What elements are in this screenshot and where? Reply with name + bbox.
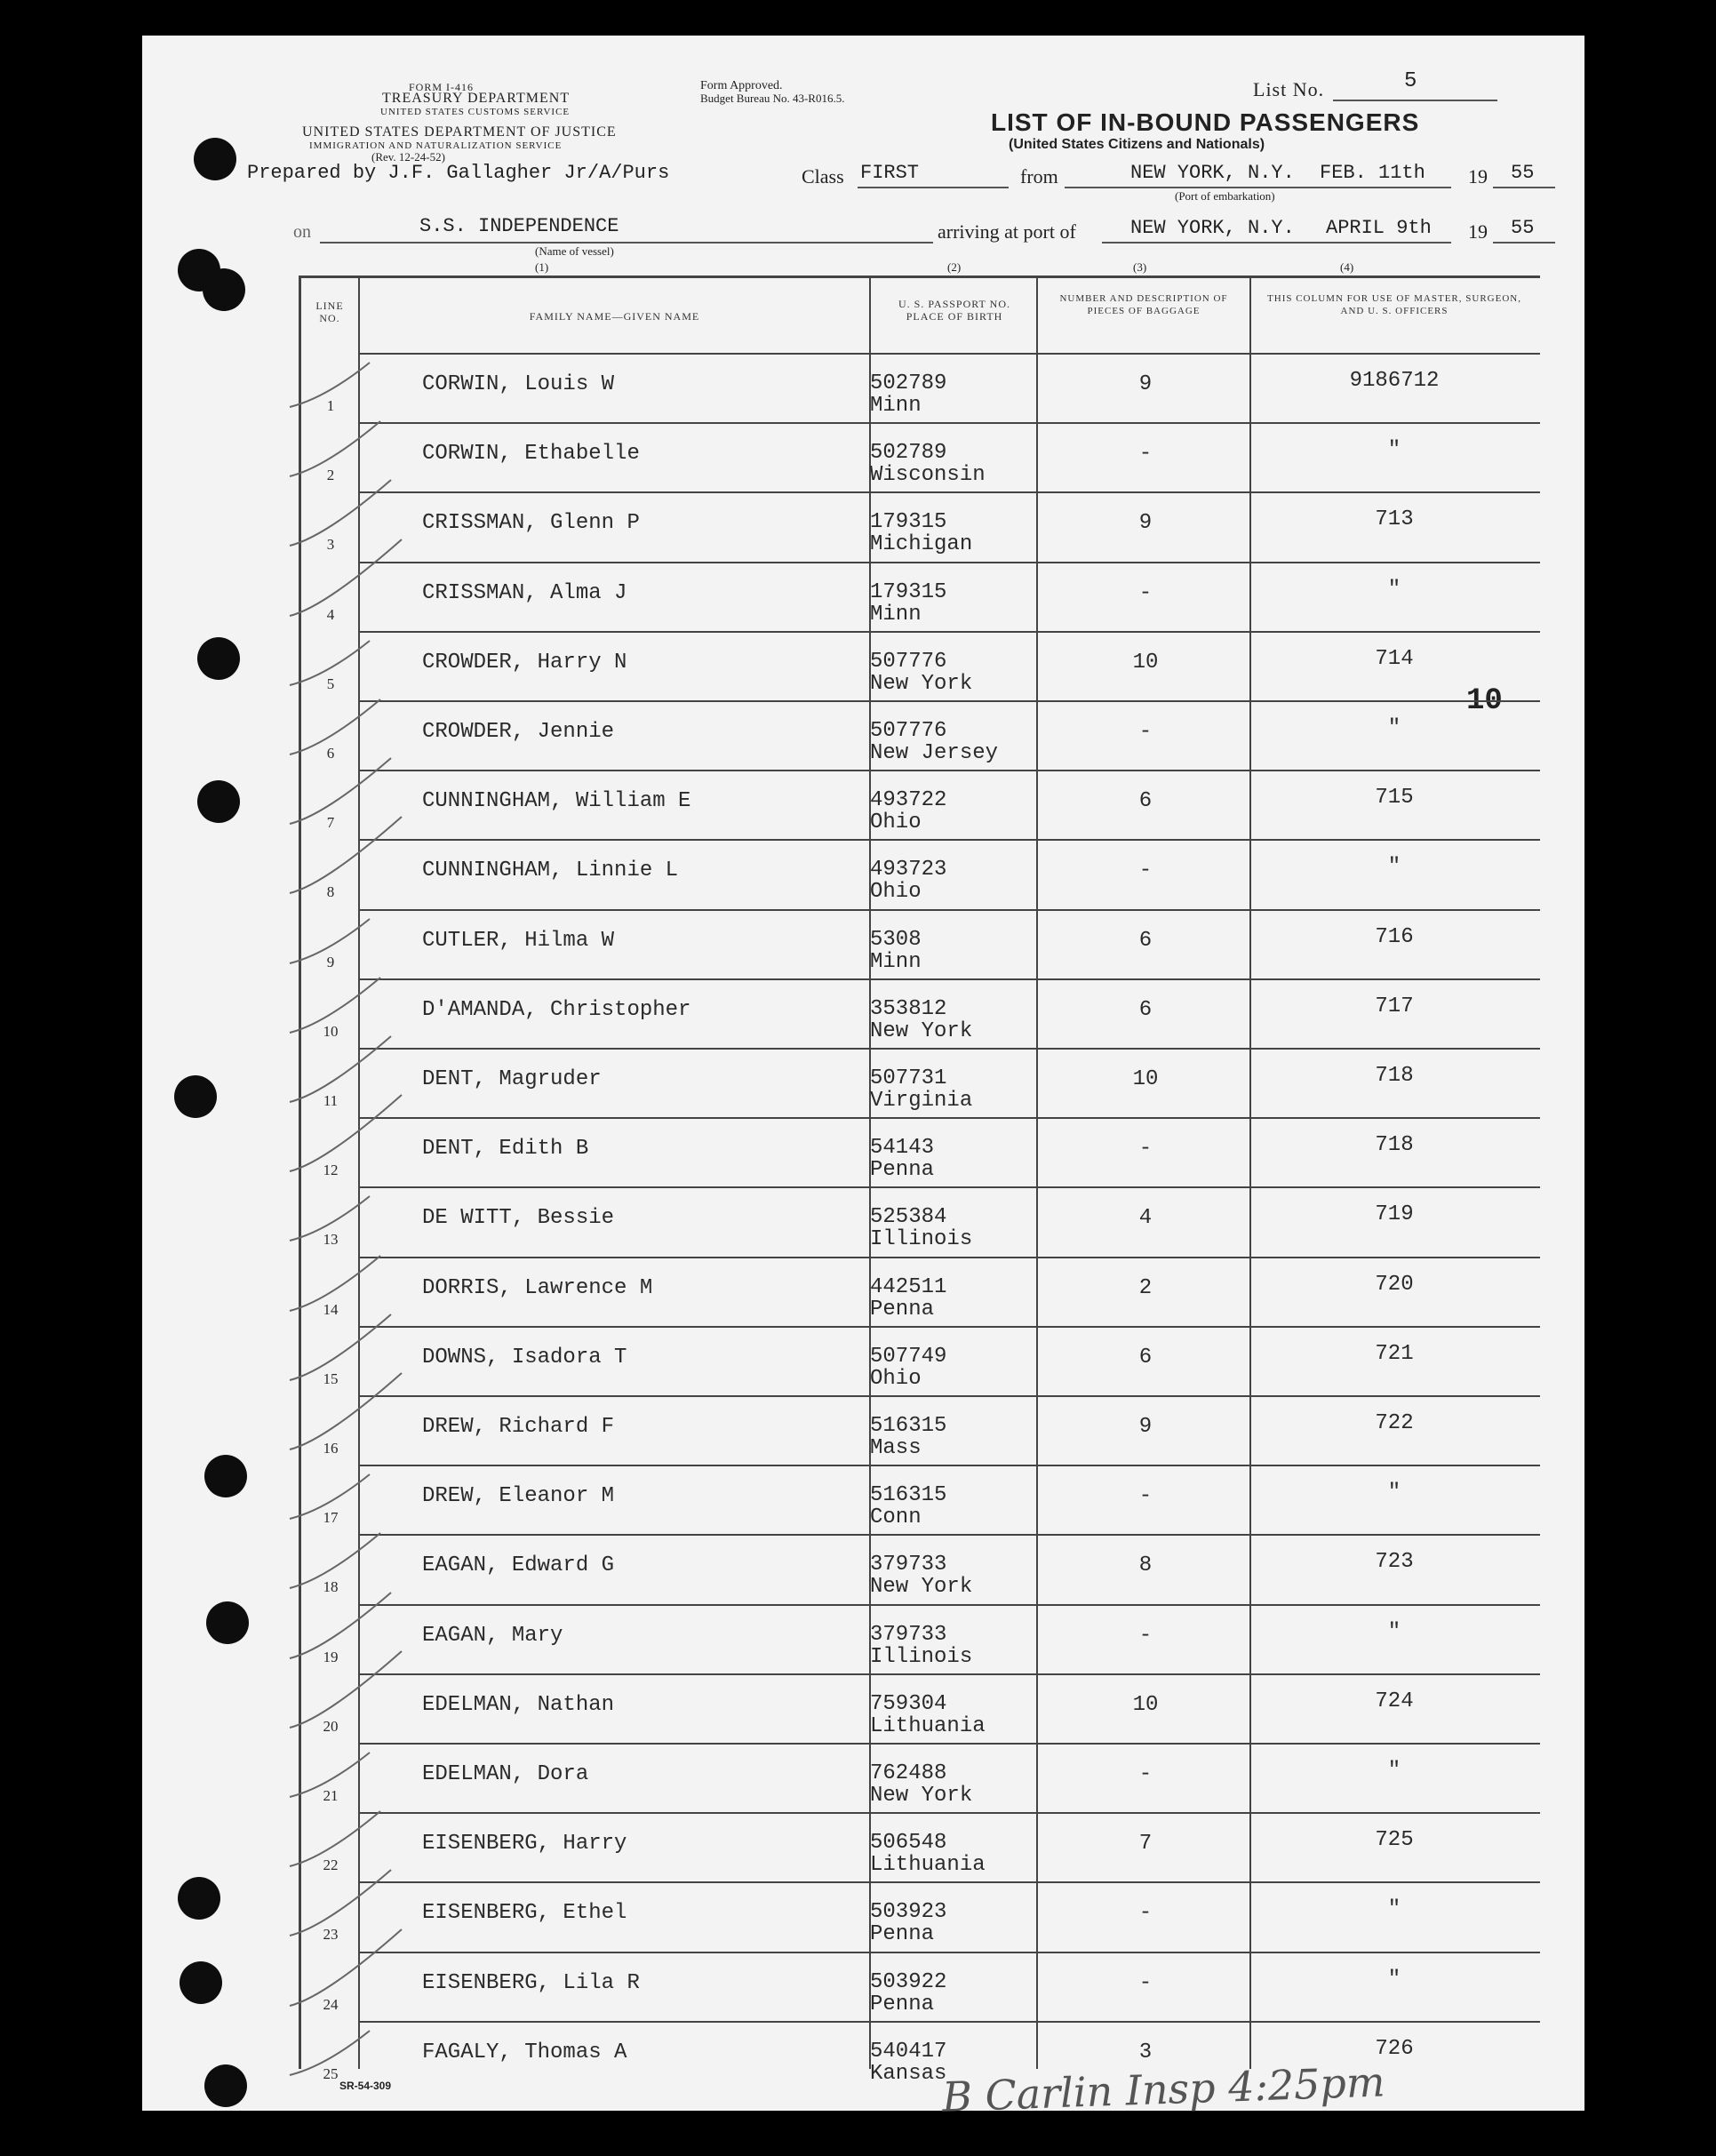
row-rule (358, 491, 1540, 493)
line-number: 6 (326, 745, 335, 762)
birthplace: Ohio (870, 810, 922, 834)
passport-cell (870, 858, 946, 903)
birthplace: Ohio (870, 1367, 922, 1391)
from-year: 55 (1511, 162, 1535, 184)
passport-cell (870, 372, 946, 417)
row-rule (358, 978, 1540, 980)
vessel-line (320, 242, 933, 244)
passenger-name: CRISSMAN, Alma J (422, 581, 627, 605)
arriving-label: arriving at port of (938, 220, 1076, 243)
line-number: 17 (323, 1509, 339, 1526)
punch-hole (204, 2064, 247, 2107)
line-number: 15 (323, 1370, 339, 1387)
passport-number: 179315 (870, 510, 947, 534)
header-line-no: LINE NO. (315, 299, 344, 324)
passenger-name: DENT, Edith B (422, 1137, 589, 1161)
birthplace: Virginia (870, 1089, 973, 1113)
passenger-name: CROWDER, Jennie (422, 720, 615, 744)
passport-cell (870, 720, 998, 764)
official-use: " (1387, 1620, 1401, 1644)
passport-cell (870, 1832, 986, 1876)
passport-cell (870, 1415, 946, 1459)
passenger-name: CORWIN, Ethabelle (422, 442, 640, 466)
passport-number: 540417 (870, 2040, 947, 2064)
row-rule (358, 1465, 1540, 1466)
birthplace: Penna (870, 1298, 935, 1322)
baggage-count: 6 (1138, 789, 1153, 813)
punch-hole (203, 268, 245, 311)
official-use: 716 (1375, 925, 1414, 949)
line-number: 12 (323, 1162, 339, 1178)
official-use: " (1387, 578, 1401, 602)
header-passport: U. S. PASSPORT NO. PLACE OF BIRTH (898, 298, 1010, 323)
row-rule (358, 1326, 1540, 1328)
birthplace: New York (870, 1575, 973, 1599)
birthplace: Wisconsin (870, 463, 986, 487)
birthplace: Lithuania (870, 1714, 986, 1738)
birthplace: Illinois (870, 1227, 973, 1251)
birthplace: Conn (870, 1505, 922, 1529)
class-value: FIRST (860, 162, 920, 184)
line-number: 20 (323, 1718, 339, 1735)
vessel-name: S.S. INDEPENDENCE (419, 215, 619, 237)
official-use: 718 (1375, 1064, 1414, 1088)
baggage-count: 2 (1138, 1276, 1153, 1300)
official-use: " (1387, 1759, 1401, 1783)
arrival-year-prefix: 19 (1468, 220, 1488, 243)
official-use: 723 (1375, 1550, 1414, 1574)
passport-number: 525384 (870, 1205, 947, 1229)
baggage-count: - (1138, 1624, 1153, 1648)
class-line (858, 187, 1009, 188)
passport-number: 353812 (870, 997, 947, 1021)
baggage-count: - (1138, 442, 1153, 466)
official-use: 713 (1375, 507, 1414, 531)
table-row (301, 1186, 1540, 1256)
row-rule (358, 631, 1540, 633)
table-row (301, 1812, 1540, 1881)
dept-justice: UNITED STATES DEPARTMENT OF JUSTICE (302, 124, 617, 140)
table-row (301, 770, 1540, 839)
baggage-count: - (1138, 858, 1153, 882)
baggage-count: 6 (1138, 1346, 1153, 1369)
table-row (301, 1395, 1540, 1465)
birthplace: Illinois (870, 1645, 973, 1669)
passport-cell (870, 1137, 934, 1181)
official-use: 725 (1375, 1828, 1414, 1852)
passenger-name: EISENBERG, Ethel (422, 1901, 627, 1925)
table-row (301, 1952, 1540, 2021)
birthplace: Michigan (870, 532, 973, 556)
passport-cell (870, 511, 972, 555)
form-number: FORM I-416 (409, 81, 475, 93)
table-row (301, 1048, 1540, 1117)
line-number: 10 (323, 1023, 339, 1040)
passport-cell (870, 929, 922, 973)
birthplace: Mass (870, 1436, 922, 1460)
list-no: 5 (1404, 69, 1417, 93)
arrival-date: APRIL 9th (1326, 217, 1432, 239)
row-rule (358, 1743, 1540, 1745)
passport-number: 379733 (870, 1553, 947, 1577)
dept-treasury: TREASURY DEPARTMENT (382, 91, 571, 106)
list-no-line (1333, 100, 1497, 101)
official-use: 719 (1375, 1202, 1414, 1226)
prepared-by: Prepared by J.F. Gallagher Jr/A/Purs (247, 162, 670, 184)
official-use: " (1387, 1897, 1401, 1921)
baggage-count: - (1138, 720, 1153, 744)
official-use: " (1387, 716, 1401, 740)
passport-cell (870, 998, 972, 1042)
passport-number: 503923 (870, 1900, 947, 1924)
line-number: 21 (323, 1787, 339, 1804)
passport-cell (870, 1276, 946, 1321)
row-rule (358, 562, 1540, 563)
punch-hole (178, 1877, 220, 1920)
birthplace: New Jersey (870, 741, 999, 765)
passport-number: 379733 (870, 1623, 947, 1647)
from-year-prefix: 19 (1468, 165, 1488, 188)
passport-number: 502789 (870, 441, 947, 465)
page-subtitle: (United States Citizens and Nationals) (1009, 137, 1265, 152)
passport-cell (870, 1346, 946, 1390)
birthplace: Lithuania (870, 1853, 986, 1877)
row-rule (358, 1673, 1540, 1675)
row-rule (358, 1257, 1540, 1258)
passenger-name: DOWNS, Isadora T (422, 1346, 627, 1369)
official-use: 718 (1375, 1133, 1414, 1157)
passenger-name: D'AMANDA, Christopher (422, 998, 691, 1022)
official-use: " (1387, 438, 1401, 462)
passport-number: 759304 (870, 1692, 947, 1716)
official-use: " (1387, 855, 1401, 879)
class-label: Class (802, 165, 844, 188)
official-use: 9186712 (1349, 369, 1440, 393)
table-row (301, 1326, 1540, 1395)
passenger-name: FAGALY, Thomas A (422, 2040, 627, 2064)
row-rule (358, 1812, 1540, 1814)
passport-cell (870, 1762, 972, 1807)
passport-number: 507731 (870, 1066, 947, 1090)
official-use: 726 (1375, 2037, 1414, 2061)
passport-number: 507776 (870, 719, 947, 743)
header-name: FAMILY NAME—GIVEN NAME (529, 310, 700, 323)
birthplace: New York (870, 1019, 973, 1043)
table-row (301, 1257, 1540, 1326)
passport-cell (870, 1901, 946, 1945)
arrival-year-line (1493, 242, 1555, 244)
row-rule (358, 1534, 1540, 1536)
passport-cell (870, 2040, 946, 2085)
line-number: 2 (326, 467, 335, 483)
line-number: 8 (326, 883, 335, 900)
col-num-3: (3) (1133, 260, 1147, 274)
table-row (301, 978, 1540, 1048)
passport-number: 506548 (870, 1831, 947, 1855)
row-rule (358, 1117, 1540, 1119)
line-number: 9 (326, 954, 335, 970)
table-row (301, 1673, 1540, 1743)
from-date: FEB. 11th (1320, 162, 1425, 184)
baggage-count: 7 (1138, 1832, 1153, 1856)
line-number: 13 (323, 1231, 339, 1248)
line-number: 14 (323, 1301, 339, 1318)
row-rule (358, 1186, 1540, 1188)
row-rule (358, 1604, 1540, 1606)
from-label: from (1020, 165, 1058, 188)
table-row (301, 631, 1540, 700)
side-number: 10 (1466, 684, 1503, 718)
baggage-count: 9 (1138, 372, 1153, 396)
passenger-name: DREW, Eleanor M (422, 1484, 615, 1508)
passport-cell (870, 1206, 972, 1250)
official-use: 720 (1375, 1273, 1414, 1297)
baggage-count: - (1138, 1484, 1153, 1508)
table-row (301, 700, 1540, 770)
passenger-name: EAGAN, Mary (422, 1624, 563, 1648)
from-port: NEW YORK, N.Y. (1130, 162, 1295, 184)
passport-cell (870, 442, 986, 486)
baggage-count: - (1138, 1971, 1153, 1995)
form-revision: (Rev. 12-24-52) (371, 150, 445, 164)
table-row (301, 839, 1540, 908)
row-rule (358, 770, 1540, 771)
passenger-name: EAGAN, Edward G (422, 1553, 615, 1577)
passenger-name: EISENBERG, Harry (422, 1832, 627, 1856)
port-caption: (Port of embarkation) (1175, 189, 1275, 203)
birthplace: Minn (870, 950, 922, 974)
official-use: 722 (1375, 1411, 1414, 1435)
table-row (301, 491, 1540, 561)
row-rule (358, 2021, 1540, 2023)
official-use: " (1387, 1481, 1401, 1505)
baggage-count: 10 (1132, 651, 1159, 675)
passport-number: 762488 (870, 1761, 947, 1785)
punch-hole (174, 1075, 217, 1118)
table-row (301, 1117, 1540, 1186)
punch-hole (197, 637, 240, 680)
table-row (301, 909, 1540, 978)
row-rule (358, 1952, 1540, 1953)
baggage-count: - (1138, 581, 1153, 605)
passport-number: 507776 (870, 650, 947, 674)
punch-hole (194, 138, 236, 180)
passport-number: 493722 (870, 788, 947, 812)
line-number: 24 (323, 1996, 339, 2013)
table-row (301, 1881, 1540, 1951)
vessel-caption: (Name of vessel) (535, 244, 614, 258)
col-num-4: (4) (1340, 260, 1354, 274)
official-use: 717 (1375, 994, 1414, 1018)
passport-number: 493723 (870, 858, 947, 882)
passport-number: 503922 (870, 1970, 947, 1994)
line-number: 1 (326, 397, 335, 414)
passenger-name: DE WITT, Bessie (422, 1206, 615, 1230)
table-row (301, 422, 1540, 491)
table-row (301, 1743, 1540, 1812)
line-number: 22 (323, 1857, 339, 1873)
line-number: 11 (323, 1092, 339, 1109)
header-official: THIS COLUMN FOR USE OF MASTER, SURGEON, AND U. S. OFFICERS (1267, 293, 1521, 316)
passenger-name: EDELMAN, Dora (422, 1762, 589, 1786)
row-rule (358, 422, 1540, 424)
birthplace: Ohio (870, 880, 922, 904)
header-baggage: NUMBER AND DESCRIPTION OF PIECES OF BAGGAGE (1059, 293, 1228, 316)
budget-number: Budget Bureau No. 43-R016.5. (700, 92, 845, 105)
table-row (301, 1604, 1540, 1673)
form-code: SR-54-309 (339, 2080, 392, 2092)
inspector-signature: B Carlin Insp 4:25pm (941, 2057, 1386, 2121)
page-title: LIST OF IN-BOUND PASSENGERS (991, 108, 1420, 136)
baggage-count: - (1138, 1137, 1153, 1161)
passport-cell (870, 1067, 972, 1112)
punch-hole (197, 780, 240, 823)
passport-number: 442511 (870, 1275, 947, 1299)
baggage-count: 3 (1138, 2040, 1153, 2064)
birthplace: Minn (870, 394, 922, 418)
official-use: 724 (1375, 1689, 1414, 1713)
passenger-name: CUNNINGHAM, Linnie L (422, 858, 679, 882)
passenger-name: DORRIS, Lawrence M (422, 1276, 653, 1300)
birthplace: New York (870, 672, 973, 696)
passenger-name: EISENBERG, Lila R (422, 1971, 640, 1995)
from-year-line (1493, 187, 1555, 188)
passport-cell (870, 1484, 946, 1529)
baggage-count: 6 (1138, 929, 1153, 953)
row-rule (358, 839, 1540, 841)
official-use: 714 (1375, 647, 1414, 671)
baggage-count: 9 (1138, 511, 1153, 535)
passport-number: 516315 (870, 1414, 947, 1438)
list-label: List No. (1253, 78, 1325, 100)
birthplace: Penna (870, 1158, 935, 1182)
passport-number: 507749 (870, 1345, 947, 1369)
col-num-1: (1) (535, 260, 549, 274)
official-use: 715 (1375, 786, 1414, 810)
passenger-name: DREW, Richard F (422, 1415, 615, 1439)
line-number: 5 (326, 675, 335, 692)
table-row (301, 1465, 1540, 1534)
col-num-2: (2) (947, 260, 962, 274)
birthplace: Penna (870, 1992, 935, 2016)
line-number: 18 (323, 1578, 339, 1595)
birthplace: Kansas (870, 2062, 947, 2086)
baggage-count: 9 (1138, 1415, 1153, 1439)
punch-hole (206, 1601, 249, 1644)
baggage-count: - (1138, 1901, 1153, 1925)
passport-cell (870, 789, 946, 834)
birthplace: New York (870, 1784, 973, 1808)
passport-number: 5308 (870, 928, 922, 952)
line-number: 23 (323, 1926, 339, 1943)
line-number: 3 (326, 536, 335, 553)
passenger-name: CRISSMAN, Glenn P (422, 511, 640, 535)
passenger-name: CORWIN, Louis W (422, 372, 615, 396)
row-rule (358, 1395, 1540, 1397)
dept-treasury-sub: UNITED STATES CUSTOMS SERVICE (380, 107, 571, 117)
arrival-line (1102, 242, 1451, 244)
passport-cell (870, 1693, 986, 1737)
passport-cell (870, 581, 946, 626)
line-number: 4 (326, 606, 335, 623)
baggage-count: - (1138, 1762, 1153, 1786)
baggage-count: 10 (1132, 1067, 1159, 1091)
line-number: 25 (323, 2065, 339, 2082)
punch-hole (204, 1455, 247, 1497)
baggage-count: 8 (1138, 1553, 1153, 1577)
birthplace: Minn (870, 603, 922, 627)
row-rule (358, 1881, 1540, 1883)
passenger-name: EDELMAN, Nathan (422, 1693, 615, 1717)
table-row (301, 353, 1540, 422)
passenger-name: DENT, Magruder (422, 1067, 602, 1091)
arrival-year: 55 (1511, 217, 1535, 239)
row-rule (358, 700, 1540, 702)
table-row (301, 1534, 1540, 1603)
passport-number: 179315 (870, 580, 947, 604)
line-number: 19 (323, 1649, 339, 1665)
passenger-name: CROWDER, Harry N (422, 651, 627, 675)
row-rule (358, 909, 1540, 911)
on-label: on (293, 222, 311, 242)
passport-number: 516315 (870, 1483, 947, 1507)
official-use: " (1387, 1968, 1401, 1992)
arrival-port: NEW YORK, N.Y. (1130, 217, 1295, 239)
baggage-count: 4 (1138, 1206, 1153, 1230)
passport-cell (870, 1971, 946, 2016)
official-use: 721 (1375, 1342, 1414, 1366)
form-approval: Form Approved. (700, 79, 783, 92)
line-number: 16 (323, 1440, 339, 1457)
baggage-count: 10 (1132, 1693, 1159, 1717)
row-rule (358, 1048, 1540, 1050)
passport-cell (870, 651, 972, 695)
passport-number: 502789 (870, 371, 947, 395)
dept-justice-sub: IMMIGRATION AND NATURALIZATION SERVICE (309, 140, 563, 151)
passenger-name: CUTLER, Hilma W (422, 929, 615, 953)
birthplace: Penna (870, 1922, 935, 1946)
line-number: 7 (326, 814, 335, 831)
passport-number: 54143 (870, 1136, 935, 1160)
passport-cell (870, 1624, 972, 1668)
passport-cell (870, 1553, 972, 1598)
row-rule (358, 353, 1540, 355)
punch-hole (180, 1961, 222, 2004)
baggage-count: 6 (1138, 998, 1153, 1022)
manifest-sheet (142, 36, 1584, 2121)
passenger-name: CUNNINGHAM, William E (422, 789, 691, 813)
table-row (301, 562, 1540, 631)
